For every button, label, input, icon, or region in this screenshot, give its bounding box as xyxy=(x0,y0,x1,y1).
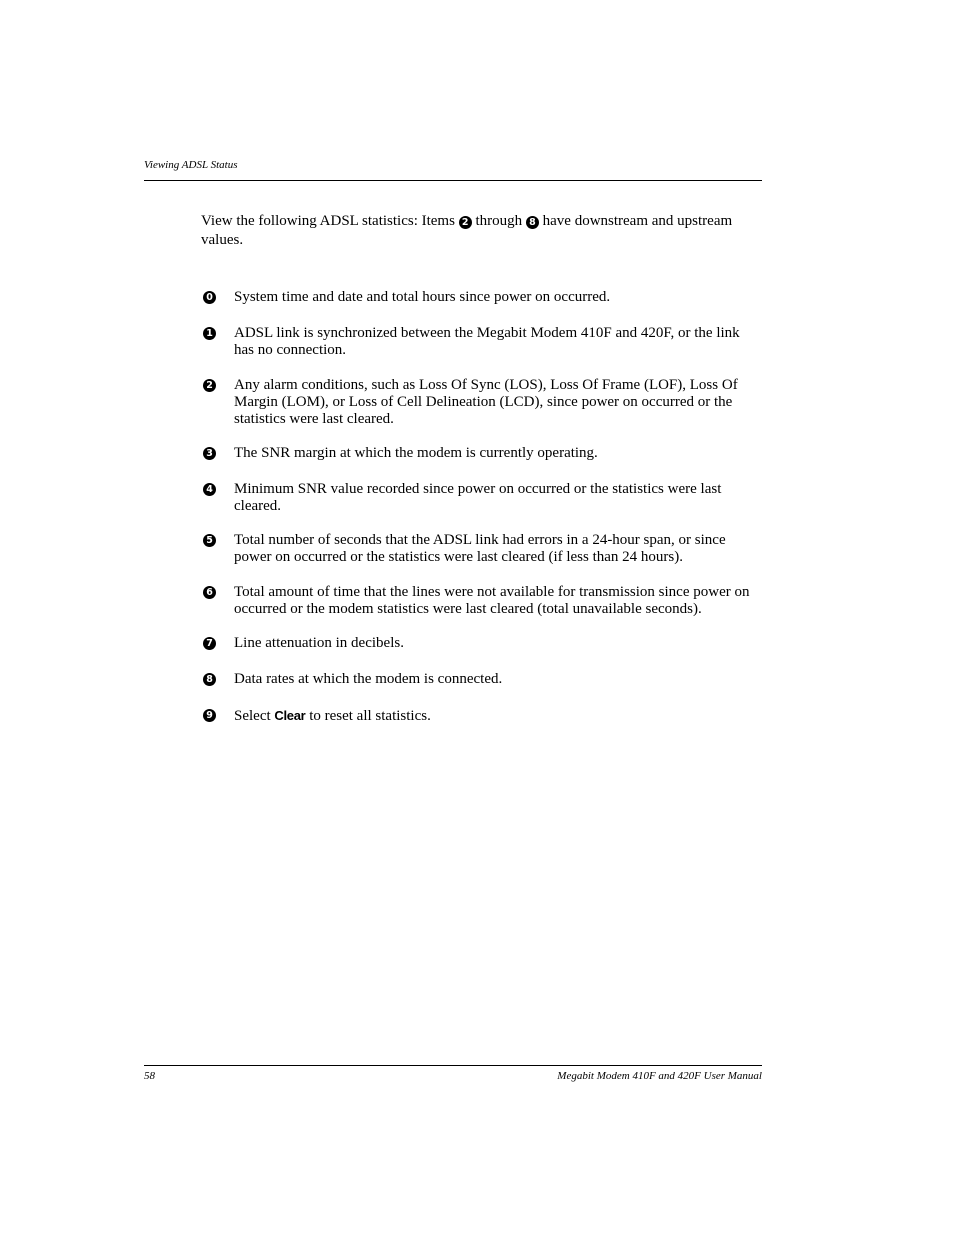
footer-rule xyxy=(144,1065,762,1066)
list-item-text: Line attenuation in decibels. xyxy=(234,635,404,651)
list-item-text: Minimum SNR value recorded since power on occurred or the statistics were last cleared. xyxy=(234,481,722,514)
list-item-text: ADSL link is synchronized between the Megabit Modem 410F and 420F, or the link has no connection. xyxy=(234,325,740,358)
intro-text-middle: through xyxy=(475,213,523,229)
callout-number-2-icon: 2 xyxy=(203,379,216,392)
callout-number-5-icon: 5 xyxy=(203,534,216,547)
callout-number-1-icon: 1 xyxy=(203,327,216,340)
intro-paragraph xyxy=(201,212,763,250)
list-item-text xyxy=(234,707,762,725)
list-item-text-before: Select xyxy=(234,708,271,724)
header-rule xyxy=(144,180,762,181)
list-item-text: The SNR margin at which the modem is currently operating. xyxy=(234,445,598,461)
clear-button-reference: Clear xyxy=(274,708,306,723)
callout-number-8-icon: 8 xyxy=(203,673,216,686)
page-number: 58 xyxy=(144,1070,155,1082)
manual-title: Megabit Modem 410F and 420F User Manual xyxy=(557,1070,762,1082)
callout-number-2-icon: 2 xyxy=(459,216,472,229)
intro-text-before: View the following ADSL statistics: Items xyxy=(201,213,455,229)
callout-number-6-icon: 6 xyxy=(203,586,216,599)
running-header: Viewing ADSL Status xyxy=(144,159,238,171)
list-item-text: System time and date and total hours since power on occurred. xyxy=(234,289,611,305)
callout-number-9-icon: 9 xyxy=(203,709,216,722)
list-item-text: Total amount of time that the lines were not available for transmission since power on occurred or the modem statistics were last cleared (total unavailable seconds). xyxy=(234,584,750,617)
callout-number-7-icon: 7 xyxy=(203,637,216,650)
callout-number-4-icon: 4 xyxy=(203,483,216,496)
callout-number-3-icon: 3 xyxy=(203,447,216,460)
list-item-text-after: to reset all statistics. xyxy=(309,708,431,724)
intro-text-after: have downstream and upstream values. xyxy=(201,213,733,248)
list-item-text: Data rates at which the modem is connected. xyxy=(234,671,503,687)
list-item-text: Total number of seconds that the ADSL link had errors in a 24-hour span, or since power on occurred or the statistics were last cleared (if less than 24 hours). xyxy=(234,532,726,565)
callout-number-0-icon: 0 xyxy=(203,291,216,304)
callout-number-8-icon: 8 xyxy=(526,216,539,229)
list-item-text: Any alarm conditions, such as Loss Of Sync (LOS), Loss Of Frame (LOF), Loss Of Margin (LOM), or Loss of Cell Delineation (LCD), since power on occurred or the statistics were last cleared. xyxy=(234,377,738,427)
